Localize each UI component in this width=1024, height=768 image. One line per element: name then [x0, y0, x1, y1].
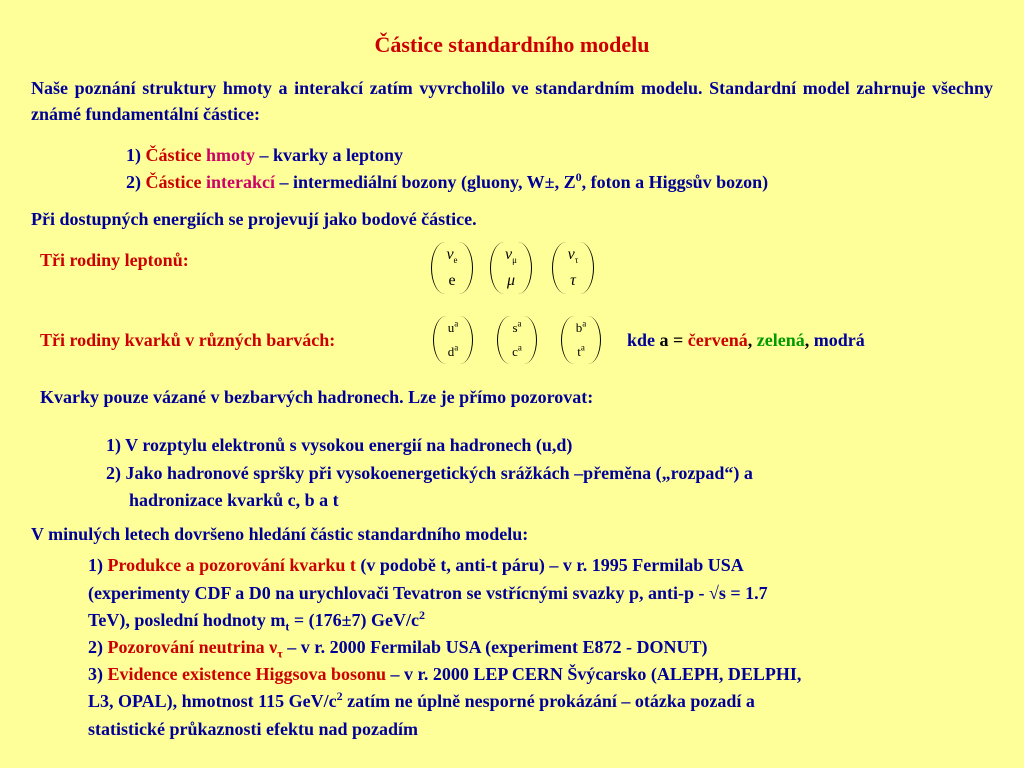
colors-comma-1: , [747, 330, 757, 350]
history-6-sup: 2 [336, 689, 343, 703]
history-line-1 [88, 552, 744, 578]
history-4-highlight: Pozorování neutrina ν [107, 637, 278, 657]
observe-item-2-cont: hadronizace kvarků c, b a t [129, 490, 339, 510]
history-4-sub: τ [277, 646, 283, 661]
history-4-rest: – v r. 2000 Fermilab USA (experiment E872 - DONUT) [282, 637, 708, 657]
quark-top: s [512, 320, 518, 335]
quark-top: b [575, 320, 583, 335]
history-3-sup: 2 [419, 608, 425, 622]
history-5-number: 3) [88, 664, 108, 684]
quark-family-sc [497, 316, 537, 364]
history-line-6 [88, 688, 755, 714]
history-1-highlight: Produkce a pozorování kvarku t [107, 555, 356, 575]
item-2-desc-end: , foton a Higgsův bozon) [581, 172, 769, 192]
item-2-sup: 0 [575, 170, 582, 184]
quark-bottom: c [512, 344, 518, 359]
history-3-a: TeV), poslední hodnoty m [88, 610, 286, 630]
history-1-number: 1) [88, 555, 108, 575]
history-3-b: = (176±7) GeV/c [289, 610, 419, 630]
lepton-top: ν [505, 246, 513, 263]
history-title: V minulých letech dovršeno hledání částic standardního modelu: [31, 524, 529, 544]
item-2-desc: – intermediální bozony (gluony, W±, Z [274, 172, 576, 192]
item-2-number: 2) [126, 172, 146, 192]
history-6-a: L3, OPAL), hmotnost 115 GeV/c [88, 691, 337, 711]
quark-color-sup: a [454, 342, 459, 353]
lepton-bottom: e [448, 272, 456, 289]
lepton-bottom: τ [570, 272, 576, 289]
pointlike-text: Při dostupných energiích se projevují jako bodové částice. [31, 209, 477, 229]
quark-top: u [447, 320, 455, 335]
lepton-top: ν [567, 246, 575, 263]
history-line-7: statistické průkaznosti efektu nad pozadím [88, 719, 419, 739]
colors-kde: kde [627, 330, 660, 350]
quark-color-sup: a [580, 342, 585, 353]
leptons-label: Tři rodiny leptonů: [40, 250, 189, 270]
lepton-top-sub: τ [574, 255, 579, 266]
quark-color-sup: a [517, 342, 522, 353]
item-1-hmoty: hmoty [201, 145, 255, 165]
colors-a: a [659, 330, 669, 350]
history-line-4 [88, 634, 708, 660]
slide-title: Částice standardního modelu [374, 32, 650, 57]
observe-item-1: 1) V rozptylu elektronů s vysokou energií na hadronech (u,d) [106, 435, 573, 455]
quark-color-sup: a [582, 318, 587, 329]
lepton-top-sub: e [453, 255, 458, 266]
item-1-castice: Částice [145, 145, 202, 165]
observe-item-2: 2) Jako hadronové spršky při vysokoenergetických srážkách –přeměna („rozpad“) a [106, 463, 753, 483]
lepton-family-mu [490, 242, 532, 294]
colors-equals: = [668, 330, 688, 350]
history-line-5 [88, 661, 801, 687]
history-line-2: (experimenty CDF a D0 na urychlovači Tevatron se vstřícnými svazky p, anti-p - √s = 1.7 [88, 583, 768, 603]
history-1-rest: (v podobě t, anti-t páru) – v r. 1995 Fermilab USA [355, 555, 744, 575]
lepton-family-tau [552, 242, 594, 294]
quark-family-ud [433, 316, 473, 364]
quark-bottom: d [447, 344, 455, 359]
item-1-desc: – kvarky a leptony [254, 145, 404, 165]
color-red: červená [687, 330, 748, 350]
quark-color-sup: a [517, 318, 522, 329]
lepton-bottom: μ [506, 272, 516, 289]
history-4-number: 2) [88, 637, 108, 657]
color-blue: modrá [813, 330, 865, 350]
colors-comma-2: , [804, 330, 814, 350]
hadrons-text: Kvarky pouze vázané v bezbarvých hadronech. Lze je přímo pozorovat: [40, 387, 594, 407]
history-5-rest: – v r. 2000 LEP CERN Švýcarsko (ALEPH, DELPHI, [386, 664, 802, 684]
quark-color-sup: a [454, 318, 459, 329]
item-2-interakci: interakcí [201, 172, 275, 192]
particles-item-1 [126, 142, 403, 168]
quark-bottom: t [577, 344, 581, 359]
lepton-top: ν [446, 246, 454, 263]
quark-family-bt [561, 316, 601, 364]
lepton-top-sub: μ [512, 255, 517, 266]
intro-paragraph: Naše poznání struktury hmoty a interakcí zatím vyvrcholilo ve standardním modelu. Standardní model zahrnuje všechny známé fundamentální částice: [31, 78, 993, 124]
colors-note [627, 327, 865, 353]
color-green: zelená [756, 330, 805, 350]
item-1-number: 1) [126, 145, 146, 165]
history-6-b: zatím ne úplně nesporné prokázání – otázka pozadí a [342, 691, 755, 711]
quarks-label: Tři rodiny kvarků v různých barvách: [40, 330, 336, 350]
history-line-3 [88, 607, 425, 633]
item-2-castice: Částice [145, 172, 202, 192]
particles-item-2 [126, 169, 768, 195]
history-5-highlight: Evidence existence Higgsova bosonu [107, 664, 387, 684]
history-3-sub: t [285, 619, 290, 634]
lepton-family-e [431, 242, 473, 294]
